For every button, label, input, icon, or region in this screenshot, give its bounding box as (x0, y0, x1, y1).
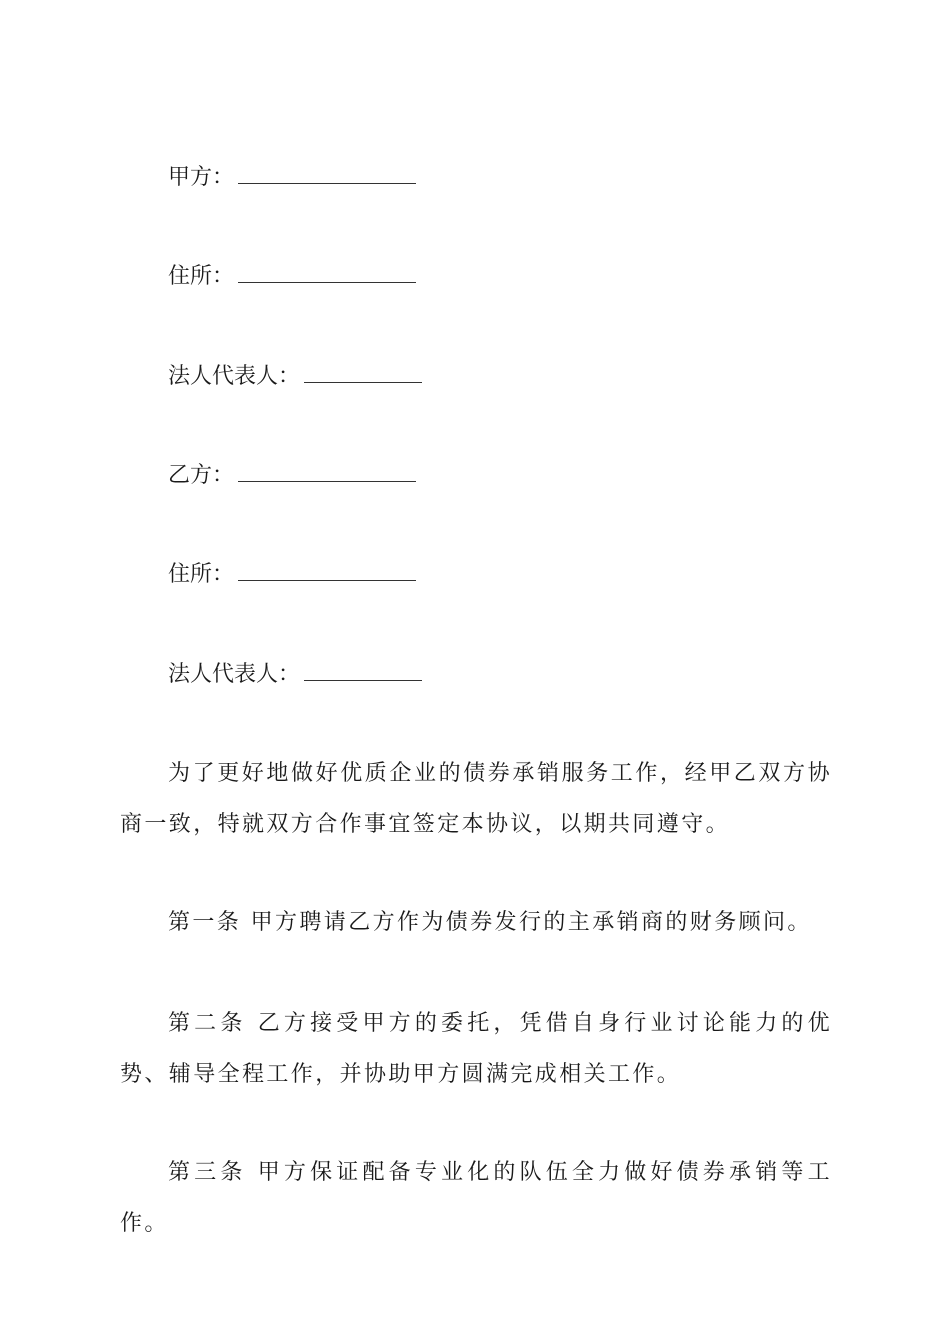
preamble-paragraph: 为了更好地做好优质企业的债券承销服务工作，经甲乙双方协商一致，特就双方合作事宜签定本协议，以期共同遵守。 (120, 761, 832, 837)
party-a-legal-rep-label: 法人代表人： (168, 364, 301, 389)
party-b-label: 乙方： (168, 463, 235, 488)
party-b-address-label: 住所： (168, 562, 235, 587)
party-a-address-label: 住所： (168, 264, 235, 289)
party-b-field (168, 461, 416, 491)
party-b-legal-rep-blank[interactable] (304, 660, 422, 681)
party-a-blank[interactable] (238, 163, 416, 184)
party-b-address-field (168, 560, 416, 590)
party-a-address-blank[interactable] (238, 262, 416, 283)
party-b-legal-rep-label: 法人代表人： (168, 662, 301, 687)
party-a-field (168, 163, 416, 193)
party-b-address-blank[interactable] (238, 560, 416, 581)
party-b-blank[interactable] (238, 461, 416, 482)
party-a-legal-rep-field (168, 362, 422, 392)
party-a-label: 甲方： (168, 165, 235, 190)
article-2-paragraph: 第二条 乙方接受甲方的委托，凭借自身行业讨论能力的优势、辅导全程工作，并协助甲方圆满完成相关工作。 (120, 1011, 832, 1087)
party-a-address-field (168, 262, 416, 292)
article-3-paragraph: 第三条 甲方保证配备专业化的队伍全力做好债券承销等工作。 (120, 1160, 832, 1236)
party-a-legal-rep-blank[interactable] (304, 362, 422, 383)
article-1-paragraph: 第一条 甲方聘请乙方作为债券发行的主承销商的财务顾问。 (168, 910, 812, 935)
party-b-legal-rep-field (168, 660, 422, 690)
